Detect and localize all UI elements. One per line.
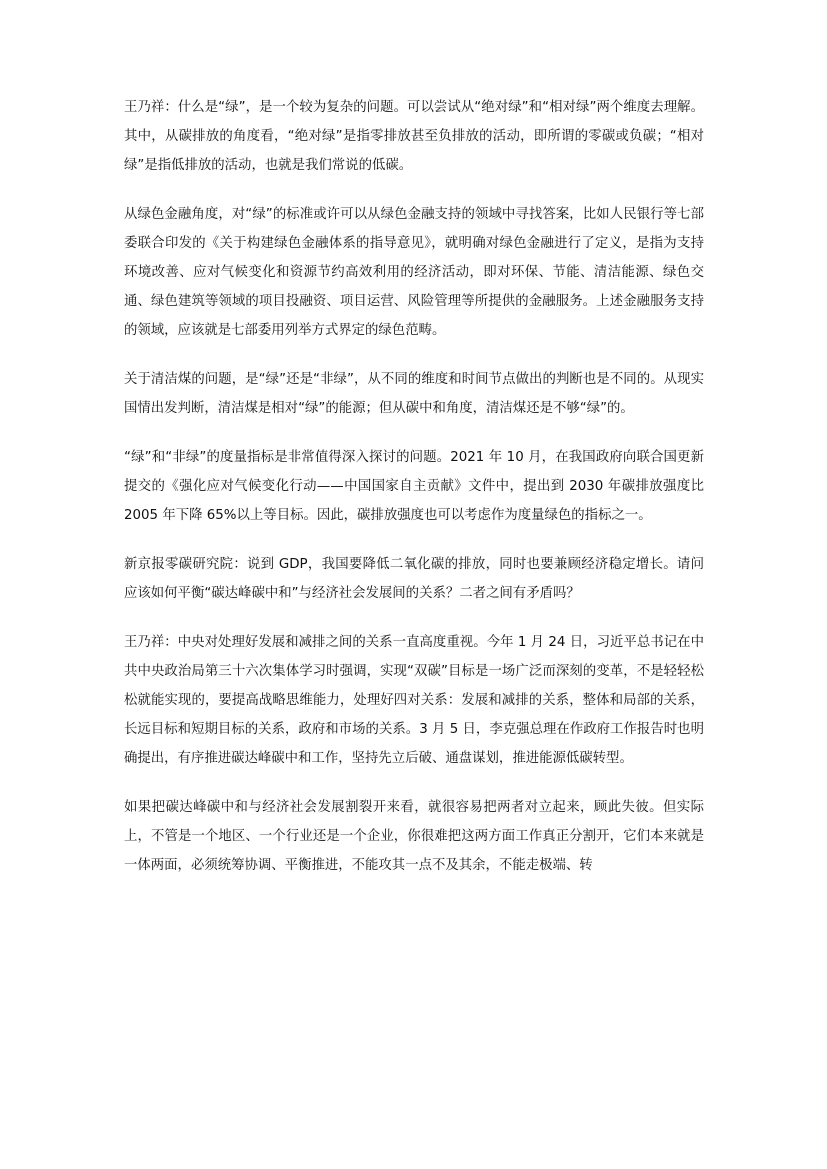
paragraph-balance-development: 如果把碳达峰碳中和与经济社会发展割裂开来看，就很容易把两者对立起来，顾此失彼。但实际上，不管是一个地区、一个行业还是一个企业，你很难把这两方面工作真正分割开，它们本来就是一体两面，必须统筹协调、平衡推进，不能攻其一点不及其余，不能走极端、转 — [124, 800, 704, 873]
paragraph-definition-of-green: 王乃祥：什么是“绿”，是一个较为复杂的问题。可以尝试从“绝对绿”和“相对绿”两个维度去理解。其中，从碳排放的角度看，“绝对绿”是指零排放甚至负排放的活动，即所谓的零碳或负碳；“相对绿”是指低排放的活动，也就是我们常说的低碳。 — [124, 100, 704, 173]
document-body — [124, 93, 704, 900]
paragraph-clean-coal: 关于清洁煤的问题，是“绿”还是“非绿”，从不同的维度和时间节点做出的判断也是不同的。从现实国情出发判断，清洁煤是相对“绿”的能源；但从碳中和角度，清洁煤还是不够“绿”的。 — [124, 372, 704, 416]
paragraph-measurement-indicators: “绿”和“非绿”的度量指标是非常值得深入探讨的问题。2021 年 10 月，在我国政府向联合国更新提交的《强化应对气候变化行动——中国国家自主贡献》文件中，提出到 2030 年碳排放强度比 2005 年下降 65%以上等目标。因此，碳排放强度也可以考虑作为度量绿色的指标之一。 — [124, 450, 704, 523]
paragraph-interview-question: 新京报零碳研究院：说到 GDP，我国要降低二氧化碳的排放，同时也要兼顾经济稳定增长。请问应该如何平衡“碳达峰碳中和”与经济社会发展间的关系？二者之间有矛盾吗？ — [124, 557, 704, 601]
paragraph-green-finance: 从绿色金融角度，对“绿”的标准或许可以从绿色金融支持的领域中寻找答案，比如人民银行等七部委联合印发的《关于构建绿色金融体系的指导意见》，就明确对绿色金融进行了定义，是指为支持环境改善、应对气候变化和资源节约高效利用的经济活动，即对环保、节能、清洁能源、绿色交通、绿色建筑等领域的项目投融资、项目运营、风险管理等所提供的金融服务。上述金融服务支持的领域，应该就是七部委用列举方式界定的绿色范畴。 — [124, 207, 704, 338]
paragraph-central-policy: 王乃祥：中央对处理好发展和减排之间的关系一直高度重视。今年 1 月 24 日，习近平总书记在中共中央政治局第三十六次集体学习时强调，实现“双碳”目标是一场广泛而深刻的变革，不是轻轻松松就能实现的，要提高战略思维能力，处理好四对关系：发展和减排的关系，整体和局部的关系，长远目标和短期目标的关系，政府和市场的关系。3 月 5 日，李克强总理在作政府工作报告时也明确提出，有序推进碳达峰碳中和工作，坚持先立后破、通盘谋划，推进能源低碳转型。 — [124, 635, 704, 766]
